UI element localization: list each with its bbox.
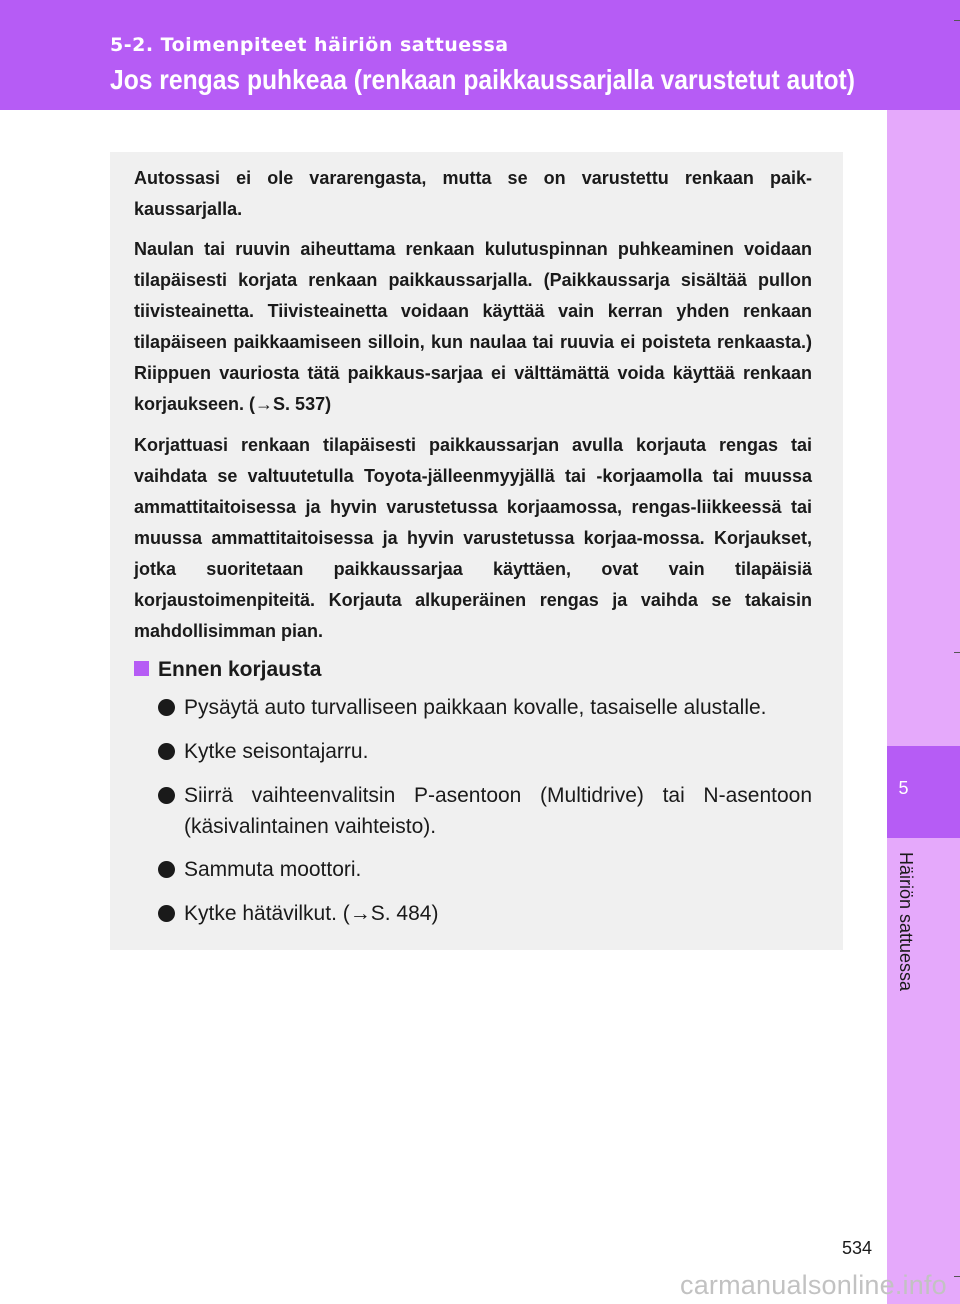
crop-mark-top bbox=[954, 20, 960, 21]
chapter-number: 5 bbox=[898, 778, 909, 798]
list-item-text: Kytke seisontajarru. bbox=[184, 740, 369, 763]
list-item bbox=[158, 692, 812, 723]
list-item-text: Pysäytä auto turvalliseen paikkaan kovalle, tasaiselle alustalle. bbox=[184, 696, 767, 719]
page-title: Jos rengas puhkeaa (renkaan paikkaussarjalla varustetut autot) bbox=[110, 64, 855, 95]
chapter-label: Häiriön sattuessa bbox=[896, 852, 916, 992]
list-item bbox=[158, 780, 812, 842]
bullet-dot-icon bbox=[158, 787, 175, 804]
list-item bbox=[158, 736, 812, 767]
crop-mark-middle bbox=[954, 652, 960, 653]
list-item-text: Sammuta moottori. bbox=[184, 858, 362, 881]
list-item-text: Siirrä vaihteenvalitsin P-asentoon (Multidrive) tai N-asentoon (käsivalintainen vaihteisto). bbox=[184, 784, 812, 838]
square-bullet-icon bbox=[134, 661, 149, 676]
section-label: 5-2. Toimenpiteet häiriön sattuessa bbox=[110, 34, 509, 56]
after-repair-paragraph: Korjattuasi renkaan tilapäisesti paikkaussarjan avulla korjauta rengas tai vaihdata se valtuutetulla Toyota-jälleenmyyjällä tai -korjaamolla tai muussa ammattitaitoisessa ja hyvin varustetussa korjaamossa, rengas-liikkeessä tai muussa ammattitaitoisessa ja hyvin varustetussa korjaa-mossa. Korjaukset, jotka suoritetaan paikkaussarjaa käyttäen, ovat vain tilapäisiä korjaustoimenpiteitä. Korjauta alkuperäinen rengas ja vaihda se takaisin mahdollisimman pian. bbox=[134, 435, 812, 641]
list-item-text: Kytke hätävilkut. (→S. 484) bbox=[184, 902, 439, 925]
watermark: carmanualsonline.info bbox=[680, 1270, 947, 1300]
bullet-dot-icon bbox=[158, 861, 175, 878]
list-item bbox=[158, 854, 812, 885]
subheading-text: Ennen korjausta bbox=[158, 658, 322, 681]
bullet-dot-icon bbox=[158, 905, 175, 922]
subheading bbox=[134, 658, 321, 682]
bullet-dot-icon bbox=[158, 699, 175, 716]
crop-mark-bottom bbox=[954, 1276, 960, 1277]
intro-paragraph: Autossasi ei ole vararengasta, mutta se on varustettu renkaan paik-kaussarjalla. bbox=[134, 168, 812, 219]
list-item bbox=[158, 898, 812, 929]
repair-kit-paragraph: Naulan tai ruuvin aiheuttama renkaan kulutuspinnan puhkeaminen voidaan tilapäisesti korjata renkaan paikkaussarjalla. (Paikkaussarja sisältää pullon tiivisteainetta. Tiivisteainetta voidaan käyttää vain kerran yhden renkaan tilapäiseen paikkaamiseen silloin, kun naulaa tai ruuvia ei poisteta renkaasta.) Riippuen vauriosta tätä paikkaus-sarjaa ei välttämättä voida käyttää renkaan korjaukseen. (→S. 537) bbox=[134, 239, 812, 414]
page-header bbox=[0, 0, 960, 110]
page-number: 534 bbox=[842, 1238, 873, 1258]
bullet-dot-icon bbox=[158, 743, 175, 760]
side-strip bbox=[887, 110, 960, 1304]
